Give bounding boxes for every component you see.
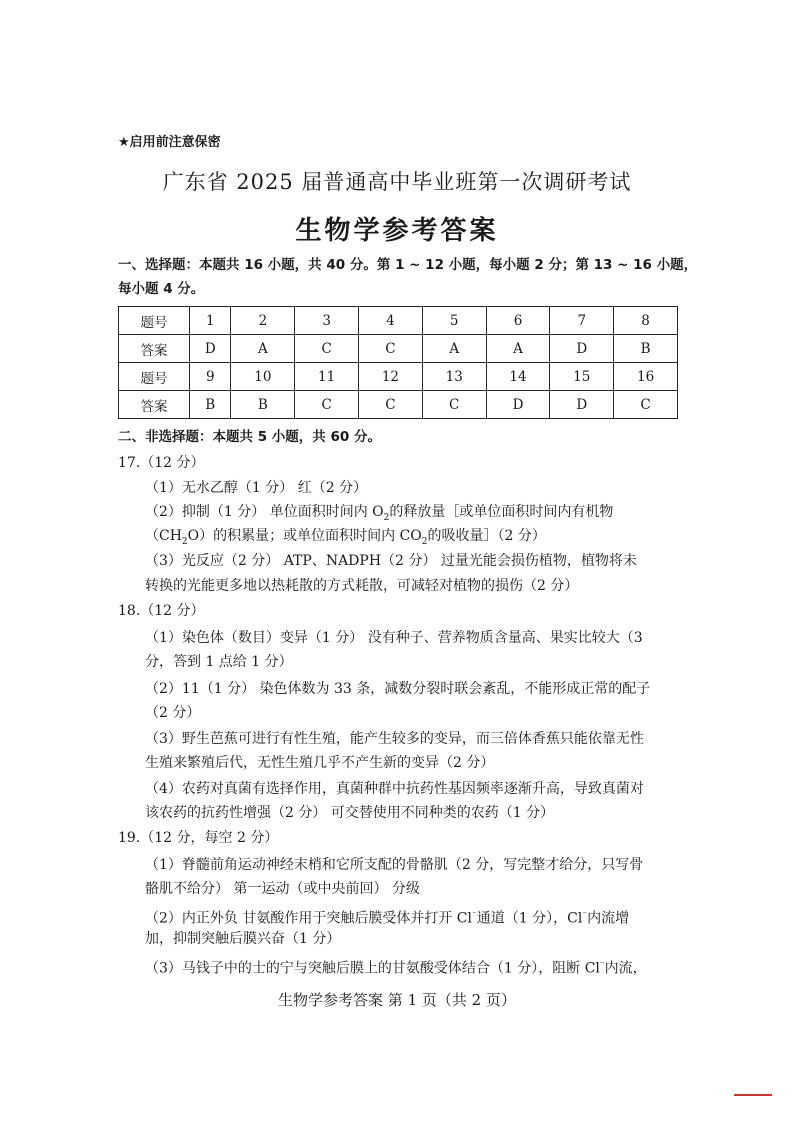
answer-table-row-label: 题号 [119, 307, 190, 335]
answer-table-cell: 4 [359, 307, 423, 335]
answer-table-row [119, 335, 678, 363]
q18-line2: 分，答到 1 点给 1 分） [145, 654, 293, 670]
red-mark-decoration [734, 1094, 772, 1096]
answer-table-cell: D [550, 335, 614, 363]
q19-line5: （3）马钱子中的士的宁与突触后膜上的甘氨酸受体结合（1 分），阻断 Cl⁻内流， [145, 960, 647, 977]
answer-table-cell: A [486, 335, 550, 363]
answer-table-cell: C [359, 391, 423, 419]
answer-table-row [119, 363, 678, 391]
answer-table-cell: A [422, 335, 486, 363]
q17-line5: 转换的光能更多地以热耗散的方式耗散，可减轻对植物的损伤（2 分） [145, 578, 579, 594]
answer-table [118, 306, 678, 419]
answer-table-cell: C [359, 335, 423, 363]
q18-line5: （3）野生芭蕉可进行有性生殖，能产生较多的变异，而三倍体香蕉只能依靠无性 [145, 731, 644, 747]
answer-table-cell: A [231, 335, 295, 363]
answer-table-cell: D [486, 391, 550, 419]
q18-line1: （1）染色体（数目）变异（1 分） 没有种子、营养物质含量高、果实比较大（3 [145, 630, 643, 646]
answer-table-cell: 2 [231, 307, 295, 335]
answer-table-cell: 11 [295, 363, 359, 391]
section1-heading-line2: 每小题 4 分。 [118, 281, 205, 297]
answer-table-cell: 10 [231, 363, 295, 391]
answer-table-cell: 14 [486, 363, 550, 391]
q19-line2: 骼肌不给分） 第一运动（或中央前回） 分级 [145, 881, 420, 897]
answer-table-cell: 15 [550, 363, 614, 391]
answer-table-cell: 12 [359, 363, 423, 391]
q17-line2: （2）抑制（1 分） 单位面积时间内 $O_2$的释放量［或单位面积时间内有机物 [145, 504, 614, 523]
answer-table-cell: C [614, 391, 678, 419]
answer-table-cell: B [231, 391, 295, 419]
document-subtitle: 生物学参考答案 [295, 216, 499, 246]
answer-table-row-label: 题号 [119, 363, 190, 391]
q17-heading: 17.（12 分） [118, 455, 205, 471]
answer-table-cell: 1 [190, 307, 231, 335]
answer-table-cell: 6 [486, 307, 550, 335]
q18-line7: （4）农药对真菌有选择作用，真菌种群中抗药性基因频率逐渐升高，导致真菌对 [145, 781, 644, 797]
q17-line3: $(CH_2O)$的积累量；或单位面积时间内 $CO_2$的吸收量］（2 分） [145, 528, 546, 547]
q19-line4: 加，抑制突触后膜兴奋（1 分） [145, 931, 341, 947]
answer-table-cell: 16 [614, 363, 678, 391]
section1-heading-line1: 一、选择题：本题共 16 小题，共 40 分。第 1 ~ 12 小题，每小题 2 分；第 13 ~ 16 小题， [118, 257, 698, 273]
answer-table-cell: C [422, 391, 486, 419]
page-footer: 生物学参考答案 第 1 页（共 2 页） [278, 991, 516, 1009]
q18-line8: 该农药的抗药性增强（2 分） 可交替使用不同种类的农药（1 分） [145, 805, 555, 821]
answer-table-row-label: 答案 [119, 391, 190, 419]
answer-table-cell: D [550, 391, 614, 419]
answer-table-cell: 3 [295, 307, 359, 335]
q17-line1: （1）无水乙醇（1 分） 红（2 分） [145, 480, 368, 496]
q18-line3: （2）11（1 分） 染色体数为 33 条，减数分裂时联会紊乱，不能形成正常的配子 [145, 681, 651, 697]
answer-table-row [119, 307, 678, 335]
exam-title: 广东省 2025 届普通高中毕业班第一次调研考试 [162, 170, 632, 194]
q19-heading: 19.（12 分，每空 2 分） [118, 830, 279, 846]
answer-table-cell: 9 [190, 363, 231, 391]
answer-table-row [119, 391, 678, 419]
answer-table-cell: C [295, 335, 359, 363]
confidential-notice: ★启用前注意保密 [118, 135, 221, 150]
answer-table-cell: D [190, 335, 231, 363]
answer-table-row-label: 答案 [119, 335, 190, 363]
answer-table-cell: C [295, 391, 359, 419]
answer-table-cell: 5 [422, 307, 486, 335]
q18-heading: 18.（12 分） [118, 603, 205, 619]
q19-line1: （1）脊髓前角运动神经末梢和它所支配的骨骼肌（2 分，写完整才给分，只写骨 [145, 857, 644, 873]
answer-table-cell: 13 [422, 363, 486, 391]
section2-heading: 二、非选择题：本题共 5 小题，共 60 分。 [118, 429, 381, 445]
q19-line3: （2）内正外负 甘氨酸作用于突触后膜受体并打开 Cl⁻通道（1 分），Cl⁻内流增 [145, 910, 630, 927]
q18-line6: 生殖来繁殖后代，无性生殖几乎不产生新的变异（2 分） [145, 755, 495, 771]
q17-line4: （3）光反应（2 分） ATP、NADPH（2 分） 过量光能会损伤植物，植物将未 [145, 553, 637, 569]
q18-line4: （2 分） [145, 705, 201, 721]
answer-table-cell: 7 [550, 307, 614, 335]
answer-table-cell: 8 [614, 307, 678, 335]
answer-table-cell: B [614, 335, 678, 363]
answer-table-cell: B [190, 391, 231, 419]
